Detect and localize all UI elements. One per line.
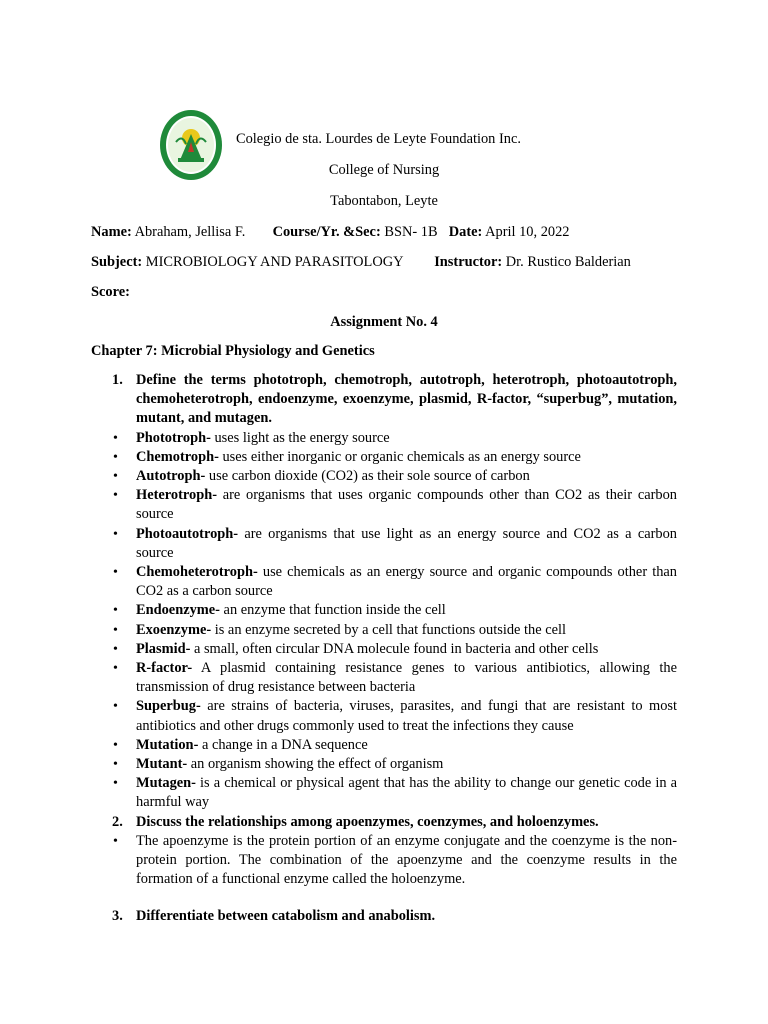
- bullet-icon: •: [113, 699, 118, 715]
- answer-text: The apoenzyme is the protein portion of an enzyme conjugate and the coenzyme is the non-protein portion. The combination of the apoenzyme and the coenzyme results in the formation of a functional enzyme called the holoenzyme.: [136, 832, 677, 888]
- bullet-icon: •: [113, 488, 118, 504]
- institution-name: Colegio de sta. Lourdes de Leyte Foundation Inc.: [236, 131, 521, 147]
- definition-term: Heterotroph-: [136, 487, 217, 504]
- bullet-icon: •: [113, 641, 118, 657]
- question-list: [91, 371, 677, 927]
- score-line: [91, 283, 130, 301]
- bullet-icon: •: [113, 661, 118, 677]
- definition-term: Autotroph-: [136, 468, 206, 485]
- definition-item: [91, 563, 677, 601]
- question-text: Differentiate between catabolism and anabolism.: [136, 908, 436, 925]
- definition-item: [91, 640, 677, 659]
- name-value: Abraham, Jellisa F.: [134, 224, 246, 240]
- definition-term: Mutant-: [136, 756, 188, 773]
- location: Tabontabon, Leyte: [330, 193, 438, 209]
- definition-text: an organism showing the effect of organism: [187, 756, 444, 773]
- definition-text: are strains of bacteria, viruses, parasites, and fungi that are resistant to most antibiotics and other drugs commonly used to treat the infections they cause: [136, 698, 677, 734]
- bullet-icon: •: [113, 622, 118, 638]
- definition-term: Mutation-: [136, 736, 199, 753]
- subject-line: [91, 253, 631, 271]
- definition-item: [91, 774, 677, 812]
- bullet-icon: •: [113, 833, 118, 849]
- subject-value: MICROBIOLOGY AND PARASITOLOGY: [145, 254, 403, 270]
- bullet-icon: •: [113, 469, 118, 485]
- date-value: April 10, 2022: [485, 224, 570, 240]
- chapter-heading: Chapter 7: Microbial Physiology and Genetics: [91, 343, 375, 359]
- bullet-icon: •: [113, 737, 118, 753]
- bullet-icon: •: [113, 776, 118, 792]
- name-label: Name:: [91, 224, 132, 240]
- answer-2: [91, 832, 677, 890]
- definition-text: an enzyme that function inside the cell: [219, 602, 446, 619]
- definition-item: [91, 659, 677, 697]
- definition-item: [91, 525, 677, 563]
- definition-term: Exoenzyme-: [136, 621, 212, 638]
- definition-text: is a chemical or physical agent that has the ability to change our genetic code in a harmful way: [136, 775, 677, 811]
- definition-item: [91, 755, 677, 774]
- definition-text: A plasmid containing resistance genes to various antibiotics, allowing the transmission of drug resistance between bacteria: [136, 660, 677, 696]
- definition-text: are organisms that use light as an energy source and CO2 as a carbon source: [136, 525, 677, 561]
- subject-label: Subject:: [91, 254, 143, 270]
- question-text: Discuss the relationships among apoenzymes, coenzymes, and holoenzymes.: [136, 813, 599, 830]
- definition-text: uses either inorganic or organic chemicals as an energy source: [218, 448, 581, 465]
- bullet-icon: •: [113, 603, 118, 619]
- definition-item: [91, 621, 677, 640]
- definition-text: uses light as the energy source: [210, 429, 390, 446]
- definition-term: Phototroph-: [136, 429, 211, 446]
- question-3: [91, 907, 677, 926]
- question-number: 3.: [112, 908, 123, 925]
- bullet-icon: •: [113, 449, 118, 465]
- question-1: [91, 371, 677, 429]
- date-label: Date:: [448, 224, 483, 240]
- question-number: 2.: [112, 813, 123, 830]
- definition-item: [91, 429, 677, 448]
- definition-term: Mutagen-: [136, 775, 196, 792]
- definition-term: Photoautotroph-: [136, 525, 239, 542]
- instructor-label: Instructor:: [434, 254, 503, 270]
- bullet-icon: •: [113, 430, 118, 446]
- definition-text: use chemicals as an energy source and organic compounds other than CO2 as a carbon source: [136, 564, 677, 600]
- definition-term: Chemotroph-: [136, 448, 219, 465]
- definition-term: Endoenzyme-: [136, 602, 220, 619]
- bullet-icon: •: [113, 565, 118, 581]
- definition-item: [91, 467, 677, 486]
- definition-text: use carbon dioxide (CO2) as their sole source of carbon: [205, 468, 530, 485]
- course-value: BSN- 1B: [384, 224, 438, 240]
- definitions-list: [91, 429, 677, 813]
- score-label: Score:: [91, 284, 130, 300]
- student-info-line: [91, 223, 569, 241]
- definition-item: [91, 448, 677, 467]
- definition-item: [91, 486, 677, 524]
- question-number: 1.: [112, 372, 123, 388]
- question-2: [91, 813, 677, 832]
- bullet-icon: •: [113, 757, 118, 773]
- definition-text: is an enzyme secreted by a cell that functions outside the cell: [211, 621, 566, 638]
- definition-term: Chemoheterotroph-: [136, 564, 258, 581]
- instructor-value: Dr. Rustico Balderian: [505, 254, 631, 270]
- definition-text: a small, often circular DNA molecule found in bacteria and other cells: [190, 640, 599, 657]
- definition-term: R-factor-: [136, 660, 193, 677]
- definition-item: [91, 736, 677, 755]
- definition-text: are organisms that uses organic compounds other than CO2 as their carbon source: [136, 487, 677, 523]
- definition-term: Superbug-: [136, 698, 201, 715]
- college-name: College of Nursing: [328, 162, 440, 178]
- definition-item: [91, 697, 677, 735]
- question-text: Define the terms phototroph, chemotroph, autotroph, heterotroph, photoautotroph, chemoheterotroph, endoenzyme, exoenzyme, plasmid, R-factor, “superbug”, mutation, mutant, and mutagen.: [136, 372, 677, 427]
- assignment-title: Assignment No. 4: [330, 314, 438, 330]
- bullet-icon: •: [113, 526, 118, 542]
- definition-item: [91, 601, 677, 620]
- course-label: Course/Yr. &Sec:: [272, 224, 381, 240]
- definition-term: Plasmid-: [136, 640, 191, 657]
- definition-text: a change in a DNA sequence: [198, 736, 368, 753]
